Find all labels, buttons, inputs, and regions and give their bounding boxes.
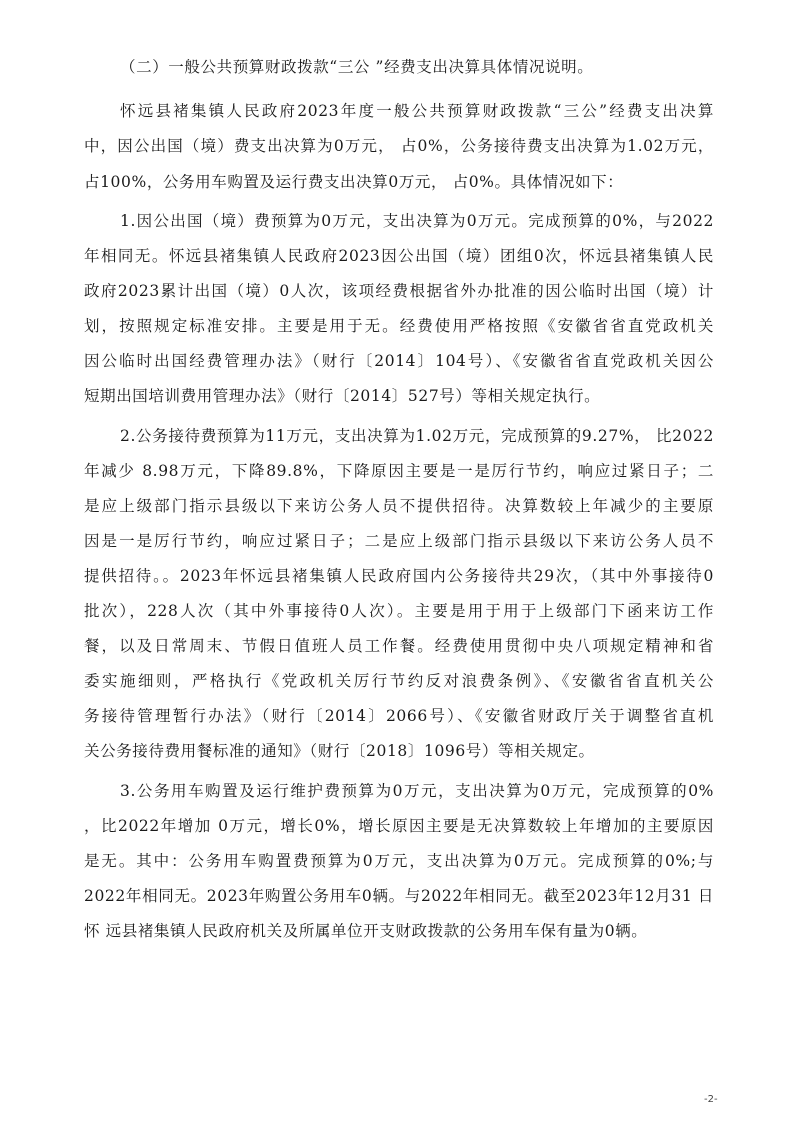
paragraph-line: 年相同无。怀远县褚集镇人民政府2023因公出国（境）团组0次，怀远县褚集镇人民 xyxy=(84,247,714,265)
paragraph-line: 2022年相同无。2023年购置公务用车0辆。与2022年相同无。截至2023年12月31 日 xyxy=(84,887,714,905)
paragraph-line: 是无。其中：公务用车购置费预算为0万元，支出决算为0万元。完成预算的0%;与 xyxy=(84,852,714,870)
paragraph-line: 2.公务接待费预算为11万元，支出决算为1.02万元，完成预算的9.27%， 比2022 xyxy=(120,427,714,445)
paragraph-line: 提供招待。。2023年怀远县褚集镇人民政府国内公务接待共29次，（其中外事接待0 xyxy=(84,567,714,585)
paragraph-line: 是应上级部门指示县级以下来访公务人员不提供招待。决算数较上年减少的主要原 xyxy=(84,497,714,515)
paragraph-line: 怀远县褚集镇人民政府2023年度一般公共预算财政拨款“三公”经费支出决算 xyxy=(120,102,714,120)
section-heading: （二）一般公共预算财政拨款“三公 ”经费支出决算具体情况说明。 xyxy=(120,58,594,76)
paragraph-line: 委实施细则，严格执行《党政机关厉行节约反对浪费条例》、《安徽省省直机关公 xyxy=(84,672,714,690)
paragraph-line: 因是一是厉行节约，响应过紧日子；二是应上级部门指示县级以下来访公务人员不 xyxy=(84,532,714,550)
paragraph-line: 短期出国培训费用管理办法》（财行〔2014〕527号）等相关规定执行。 xyxy=(84,387,601,405)
paragraph-line: 3.公务用车购置及运行维护费预算为0万元，支出决算为0万元，完成预算的0% xyxy=(120,782,714,800)
paragraph-line: 政府2023累计出国（境）0人次，该项经费根据省外办批准的因公临时出国（境）计 xyxy=(84,282,714,300)
paragraph-line: 批次），228人次（其中外事接待0人次）。主要是用于用于上级部门下函来访工作 xyxy=(84,602,714,620)
paragraph-line: 年减少 8.98万元，下降89.8%，下降原因主要是一是厉行节约，响应过紧日子；二 xyxy=(84,462,714,480)
page-number: -2- xyxy=(704,1094,718,1105)
paragraph-line: 划，按照规定标准安排。主要是用于无。经费使用严格按照《安徽省省直党政机关 xyxy=(84,317,714,335)
paragraph-line: ，比2022年增加 0万元，增长0%，增长原因主要是无决算数较上年增加的主要原因 xyxy=(84,817,714,835)
paragraph-line: 餐，以及日常周末、节假日值班人员工作餐。经费使用贯彻中央八项规定精神和省 xyxy=(84,637,714,655)
paragraph-line: 怀 远县褚集镇人民政府机关及所属单位开支财政拨款的公务用车保有量为0辆。 xyxy=(84,922,648,940)
paragraph-line: 中，因公出国（境）费支出决算为0万元， 占0%，公务接待费支出决算为1.02万元， xyxy=(84,137,714,155)
paragraph-line: 占100%，公务用车购置及运行费支出决算0万元， 占0%。具体情况如下： xyxy=(84,173,624,191)
paragraph-line: 1.因公出国（境）费预算为0万元，支出决算为0万元。完成预算的0%，与2022 xyxy=(120,212,714,230)
paragraph-line: 因公临时出国经费管理办法》（财行〔2014〕104号）、《安徽省省直党政机关因公 xyxy=(84,352,714,370)
paragraph-line: 务接待管理暂行办法》（财行〔2014〕2066号）、《安徽省财政厅关于调整省直机 xyxy=(84,707,714,725)
paragraph-line: 关公务接待费用餐标准的通知》（财行〔2018〕1096号）等相关规定。 xyxy=(84,742,595,760)
